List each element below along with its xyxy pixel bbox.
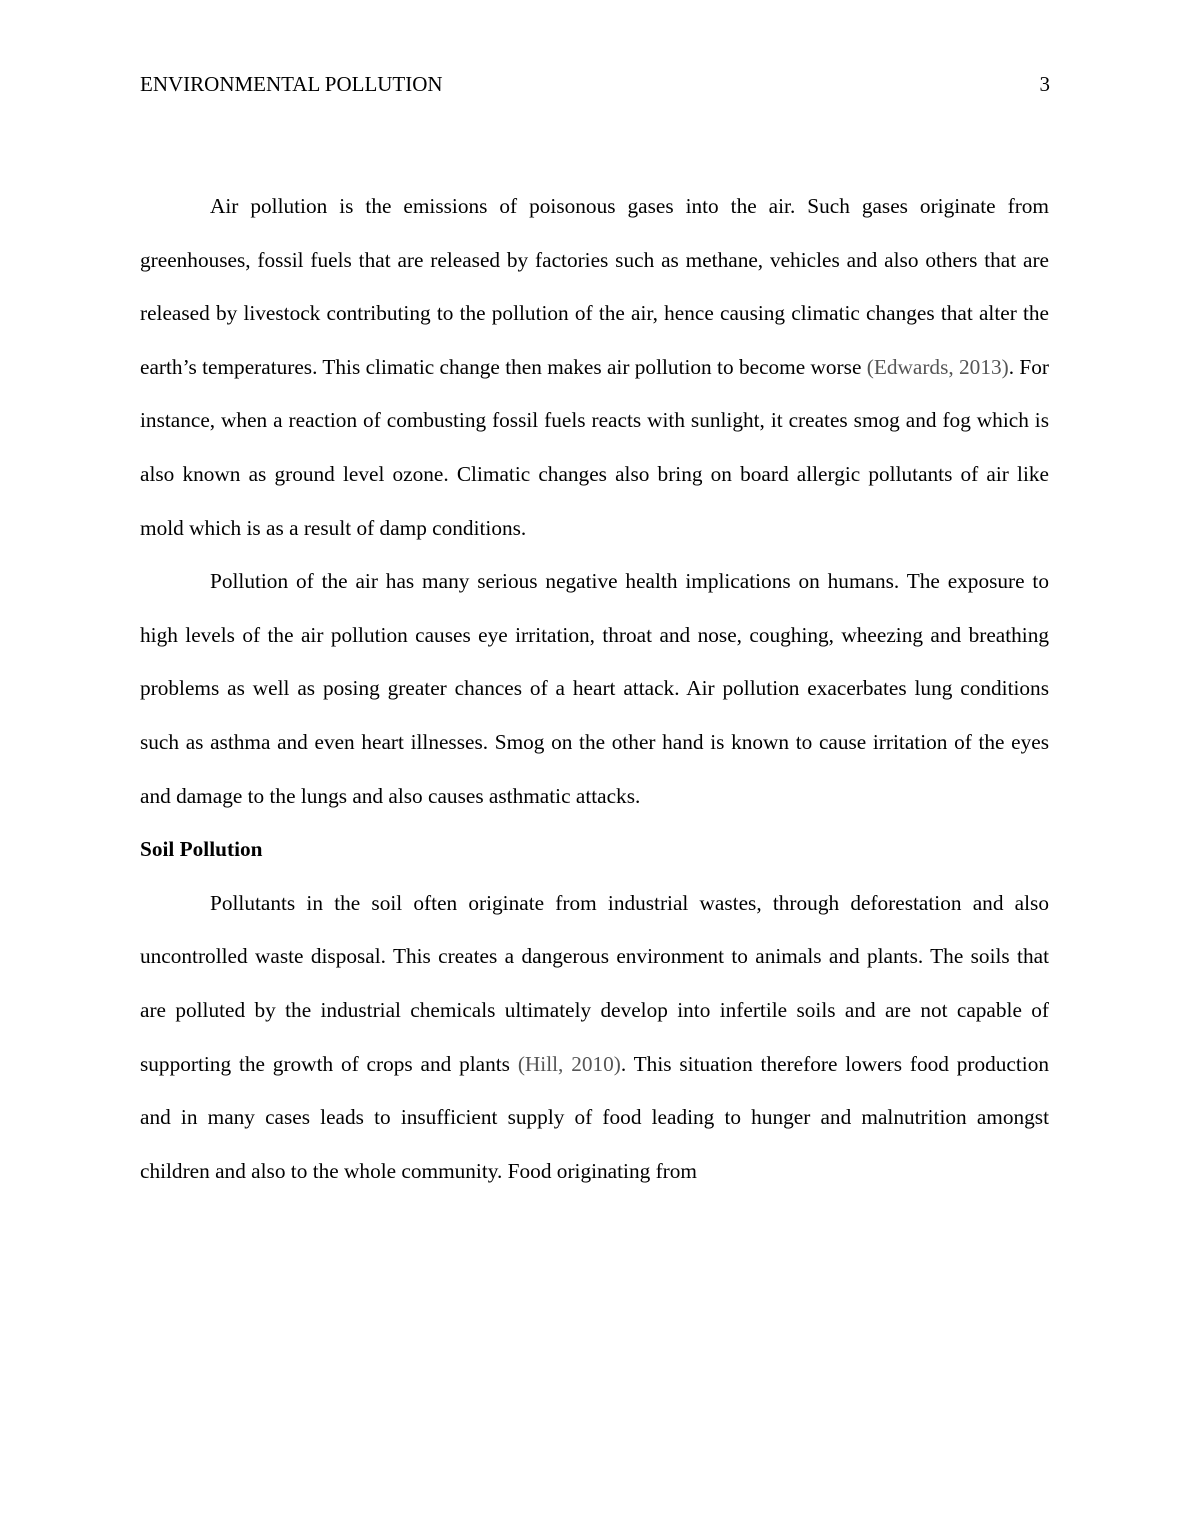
citation-edwards: (Edwards, 2013) [866,354,1009,379]
paragraph-health-implications: Pollution of the air has many serious negative health implications on humans. The exposure to high levels of the air pollution causes eye irritation, throat and nose, coughing, wheezing and breathing problems as well as posing greater chances of a heart attack. Air pollution exacerbates lung conditions such as asthma and even heart illnesses. Smog on the other hand is known to cause irritation of the eyes and damage to the lungs and also causes asthmatic attacks. [140,569,1049,808]
running-head-title: ENVIRONMENTAL POLLUTION [140,72,443,96]
paragraph-air-pollution [140,180,1049,555]
paragraph-text: . This situation therefore lowers food production and in many cases leads to insufficient supply of food leading to hunger and malnutrition amongst children and also to the whole community. Food originating from [140,1051,1049,1183]
section-heading-soil-pollution: Soil Pollution [140,837,263,862]
paragraph-soil-pollution [140,877,1049,1199]
running-head [140,70,1050,98]
citation-hill: (Hill, 2010) [517,1051,621,1076]
paragraph-text: Air pollution is the emissions of poisonous gases into the air. Such gases originate from greenhouses, fossil fuels that are released by factories such as methane, vehicles and also others that are released by livestock contributing to the pollution of the air, hence causing climatic changes that alter the earth’s temperatures. This climatic change then makes air pollution to become worse [140,194,1049,379]
paragraph-text: Pollutants in the soil often originate from industrial wastes, through deforestation and also uncontrolled waste disposal. This creates a dangerous environment to animals and plants. The soils that are polluted by the industrial chemicals ultimately develop into infertile soils and are not capable of supporting the growth of crops and plants [140,890,1049,1076]
body-text [140,180,1049,1198]
paragraph-text: . For instance, when a reaction of combusting fossil fuels reacts with sunlight, it creates smog and fog which is also known as ground level ozone. Climatic changes also bring on board allergic pollutants of air like mold which is as a result of damp conditions. [140,354,1049,540]
page-number: 3 [1039,72,1050,96]
